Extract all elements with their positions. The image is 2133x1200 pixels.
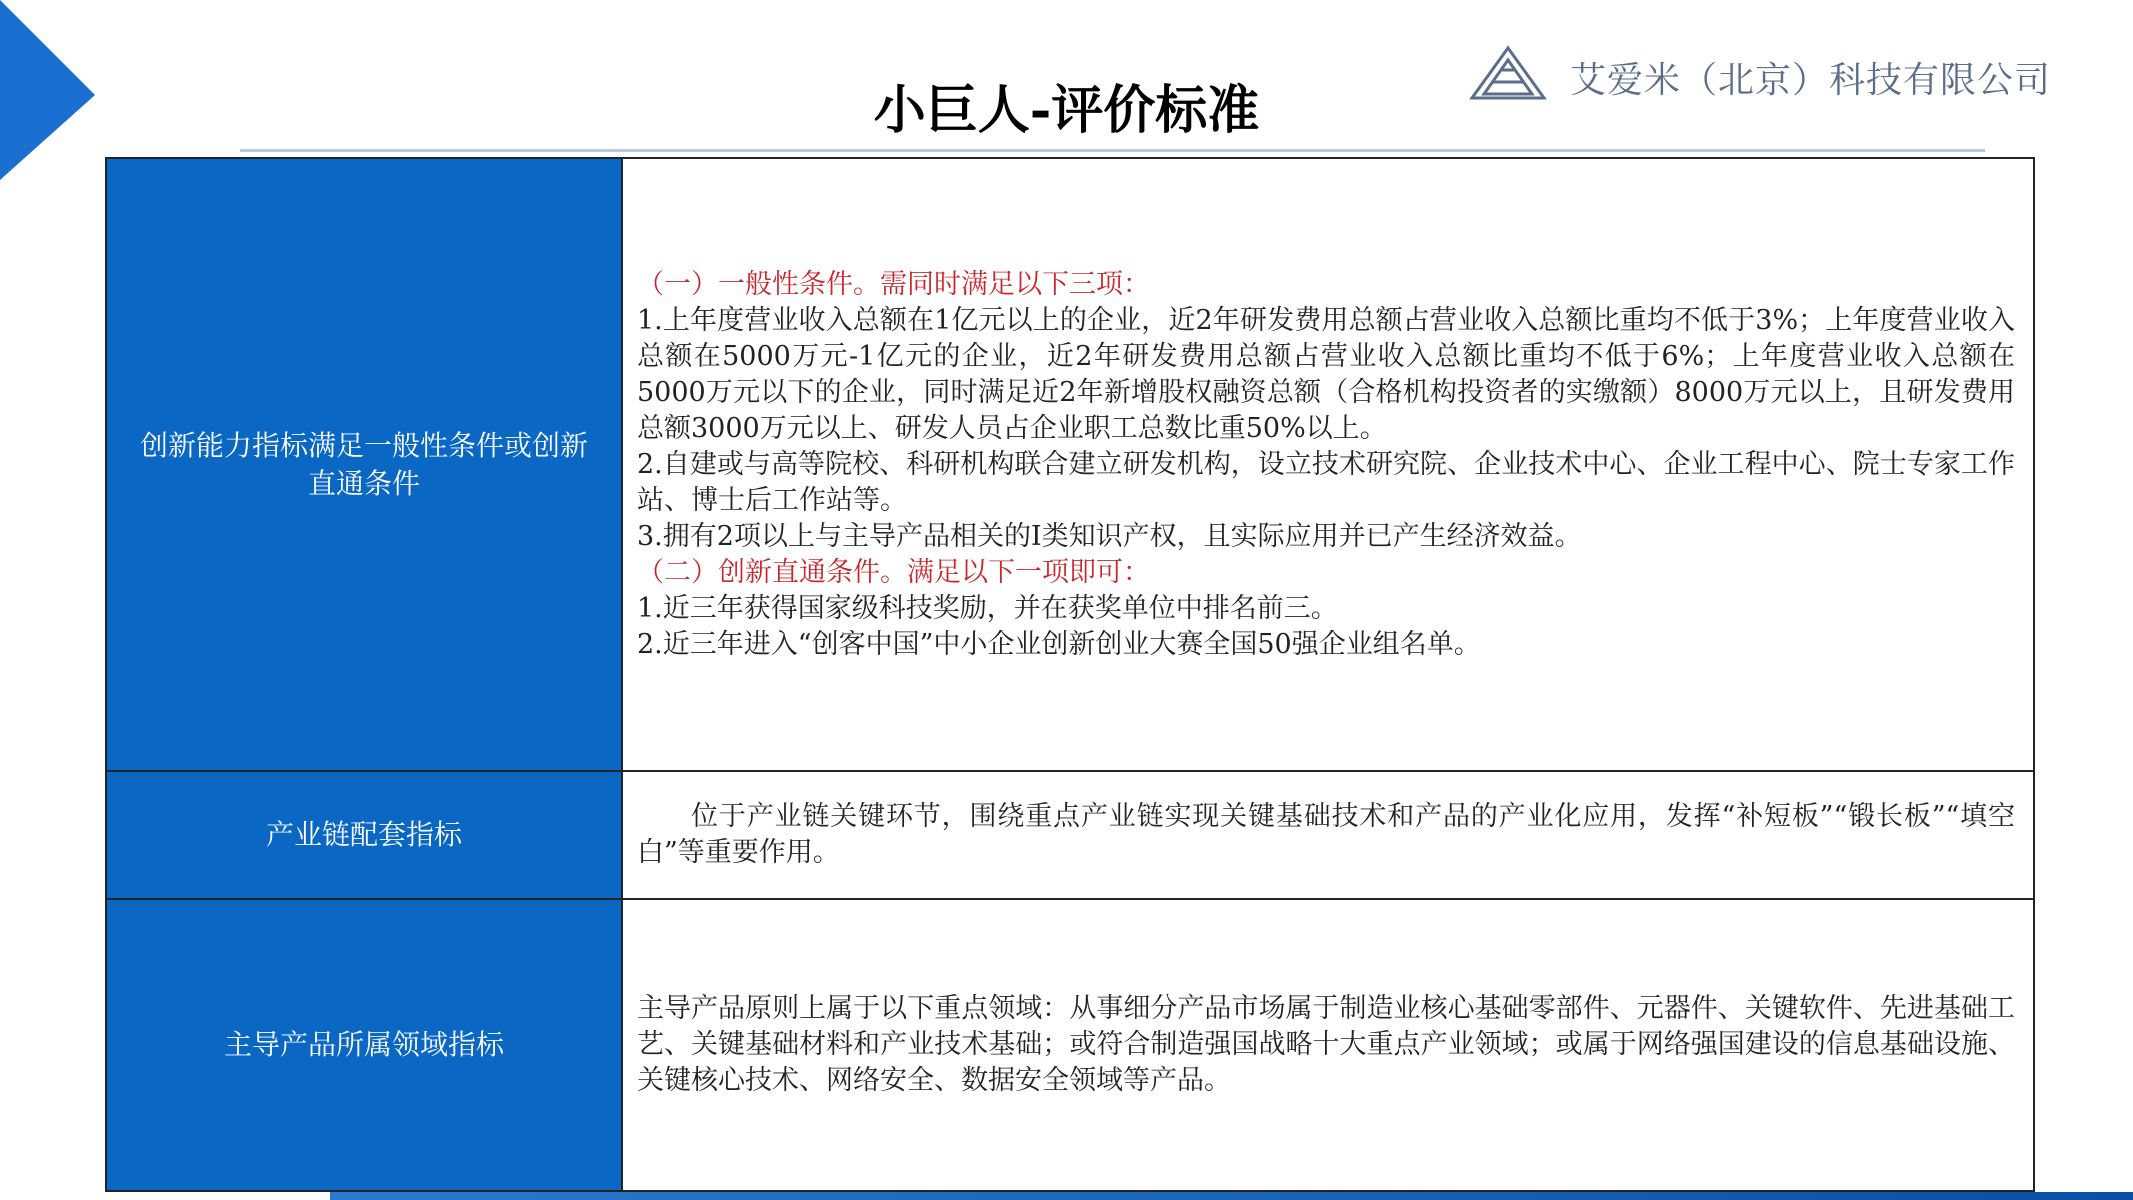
condition-item: 3.拥有2项以上与主导产品相关的I类知识产权，且实际应用并已产生经济效益。: [637, 520, 1582, 552]
direct-conditions-heading: （二）创新直通条件。满足以下一项即可：: [637, 556, 1150, 588]
row-label-industry-chain: 产业链配套指标: [107, 772, 623, 898]
page-title: 小巨人-评价标准: [873, 80, 1260, 141]
table-row-innovation: [107, 159, 2033, 772]
company-name: 艾爱米（北京）科技有限公司: [1570, 60, 2052, 101]
title-divider: [240, 149, 1985, 152]
condition-item: 2.近三年进入“创客中国”中小企业创新创业大赛全国50强企业组名单。: [637, 628, 1481, 660]
criteria-table: [105, 157, 2035, 1192]
row-content-industry-chain: [623, 772, 2033, 898]
product-domain-text: 主导产品原则上属于以下重点领域：从事细分产品市场属于制造业核心基础零部件、元器件、关键软件、先进基础工艺、关键基础材料和产业技术基础；或符合制造强国战略十大重点产业领域；或属于网络强国建设的信息基础设施、关键核心技术、网络安全、数据安全领域等产品。: [637, 993, 2015, 1096]
general-conditions-heading: （一）一般性条件。需同时满足以下三项：: [637, 268, 1150, 300]
row-label-innovation: 创新能力指标满足一般性条件或创新直通条件: [107, 159, 623, 770]
row-content-product-domain: [623, 900, 2033, 1190]
row-label-product-domain: 主导产品所属领域指标: [107, 900, 623, 1190]
condition-item: 1.上年度营业收入总额在1亿元以上的企业，近2年研发费用总额占营业收入总额比重均不低于3%；上年度营业收入总额在5000万元-1亿元的企业，近2年研发费用总额占营业收入总额比重均不低于6%；上年度营业收入总额在5000万元以下的企业，同时满足近2年新增股权融资总额（合格机构投资者的实缴额）8000万元以上，且研发费用总额3000万元以上、研发人员占企业职工总数比重50%以上。: [637, 304, 2015, 444]
table-row-industry-chain: [107, 772, 2033, 900]
condition-item: 2.自建或与高等院校、科研机构联合建立研发机构，设立技术研究院、企业技术中心、企业工程中心、院士专家工作站、博士后工作站等。: [637, 448, 2015, 516]
industry-chain-text: 位于产业链关键环节，围绕重点产业链实现关键基础技术和产品的产业化应用，发挥“补短板”“锻长板”“填空白”等重要作用。: [637, 801, 2015, 868]
row-content-innovation: [623, 159, 2033, 770]
table-row-product-domain: [107, 900, 2033, 1190]
company-logo-icon: [1468, 44, 1548, 102]
condition-item: 1.近三年获得国家级科技奖励，并在获奖单位中排名前三。: [637, 592, 1338, 624]
bottom-accent-bar: [330, 1192, 2133, 1200]
